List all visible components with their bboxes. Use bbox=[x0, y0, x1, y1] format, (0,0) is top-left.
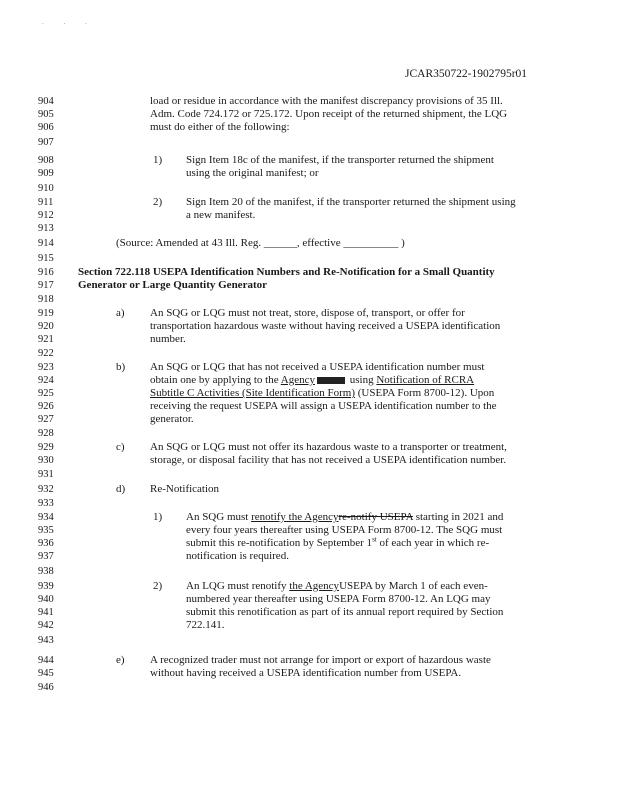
line-number: 925 bbox=[38, 388, 54, 399]
list-marker: e) bbox=[116, 654, 125, 666]
text-line: Sign Item 18c of the manifest, if the transporter returned the shipment bbox=[186, 154, 494, 166]
line-number: 931 bbox=[38, 469, 54, 480]
line-number: 944 bbox=[38, 655, 54, 666]
section-heading: Generator or Large Quantity Generator bbox=[78, 279, 267, 291]
text-line: generator. bbox=[150, 413, 194, 425]
line-number: 905 bbox=[38, 109, 54, 120]
source-note: (Source: Amended at 43 Ill. Reg. ______, effective __________ ) bbox=[116, 237, 405, 249]
line-number: 924 bbox=[38, 375, 54, 386]
text-line: number. bbox=[150, 333, 186, 345]
line-number: 928 bbox=[38, 428, 54, 439]
line-number: 909 bbox=[38, 168, 54, 179]
line-number: 933 bbox=[38, 498, 54, 509]
line-number: 913 bbox=[38, 223, 54, 234]
section-heading: Section 722.118 USEPA Identification Numbers and Re-Notification for a Small Quantity bbox=[78, 266, 495, 278]
line-number: 916 bbox=[38, 267, 54, 278]
line-number: 939 bbox=[38, 581, 54, 592]
scan-specks: . . . bbox=[42, 18, 96, 26]
line-number: 906 bbox=[38, 122, 54, 133]
text-line: transportation hazardous waste without having received a USEPA identification bbox=[150, 320, 501, 332]
line-number: 923 bbox=[38, 362, 54, 373]
line-number: 936 bbox=[38, 538, 54, 549]
line-number: 930 bbox=[38, 455, 54, 466]
line-number: 927 bbox=[38, 414, 54, 425]
line-number: 929 bbox=[38, 442, 54, 453]
line-number: 922 bbox=[38, 348, 54, 359]
line-number: 926 bbox=[38, 401, 54, 412]
list-marker: 2) bbox=[153, 196, 163, 208]
line-number: 908 bbox=[38, 155, 54, 166]
line-number: 932 bbox=[38, 484, 54, 495]
list-marker: 2) bbox=[153, 580, 163, 592]
text-line: Adm. Code 724.172 or 725.172. Upon receipt of the returned shipment, the LQG bbox=[150, 108, 508, 120]
line-number: 912 bbox=[38, 210, 54, 221]
text-line: An SQG or LQG must not offer its hazardous waste to a transporter or treatment, bbox=[150, 441, 507, 453]
text-line: notification is required. bbox=[186, 550, 289, 562]
line-number: 911 bbox=[38, 197, 54, 208]
line-number: 938 bbox=[38, 566, 54, 577]
text-line: obtain one by applying to the Agency using Notification of RCRA bbox=[150, 374, 475, 386]
text-line: a new manifest. bbox=[186, 209, 256, 221]
text-line: An SQG or LQG must not treat, store, dispose of, transport, or offer for bbox=[150, 307, 465, 319]
text-line: An LQG must renotify the AgencyUSEPA by March 1 of each even- bbox=[186, 580, 488, 592]
text-line: using the original manifest; or bbox=[186, 167, 319, 179]
line-number: 914 bbox=[38, 238, 54, 249]
document-id-header: JCAR350722-1902795r01 bbox=[405, 68, 528, 80]
line-number: 915 bbox=[38, 253, 54, 264]
text-line: receiving the request USEPA will assign a USEPA identification number to the bbox=[150, 400, 497, 412]
line-number: 937 bbox=[38, 551, 54, 562]
list-marker: 1) bbox=[153, 154, 163, 166]
line-number: 940 bbox=[38, 594, 54, 605]
text-line: numbered year thereafter using USEPA Form 8700-12. An LQG may bbox=[186, 593, 491, 605]
line-number: 920 bbox=[38, 321, 54, 332]
text-line: storage, or disposal facility that has not received a USEPA identification number. bbox=[150, 454, 507, 466]
line-number: 935 bbox=[38, 525, 54, 536]
line-number: 917 bbox=[38, 280, 54, 291]
list-marker: 1) bbox=[153, 511, 163, 523]
text-line: Sign Item 20 of the manifest, if the transporter returned the shipment using bbox=[186, 196, 516, 208]
text-line: every four years thereafter using USEPA Form 8700-12. The SQG must bbox=[186, 524, 503, 536]
line-number: 921 bbox=[38, 334, 54, 345]
line-number: 918 bbox=[38, 294, 54, 305]
text-line: A recognized trader must not arrange for import or export of hazardous waste bbox=[150, 654, 491, 666]
text-line: Subtitle C Activities (Site Identification Form) (USEPA Form 8700-12). Upon bbox=[150, 387, 495, 399]
text-line: submit this renotification as part of its annual report required by Section bbox=[186, 606, 504, 618]
text-line: without having received a USEPA identification number from USEPA. bbox=[150, 667, 462, 679]
line-number: 907 bbox=[38, 137, 54, 148]
text-line: 722.141. bbox=[186, 619, 225, 631]
text-line: load or residue in accordance with the manifest discrepancy provisions of 35 Ill. bbox=[150, 95, 503, 107]
text-line: An SQG or LQG that has not received a USEPA identification number must bbox=[150, 361, 485, 373]
list-marker: b) bbox=[116, 361, 126, 373]
list-marker: c) bbox=[116, 441, 125, 453]
text-line: must do either of the following: bbox=[150, 121, 290, 133]
list-marker: d) bbox=[116, 483, 126, 495]
text-line: submit this re-notification by September 1st of each year in which re- bbox=[186, 535, 490, 549]
line-number: 945 bbox=[38, 668, 54, 679]
redaction-mark bbox=[317, 377, 345, 384]
list-marker: a) bbox=[116, 307, 125, 319]
line-number: 942 bbox=[38, 620, 54, 631]
line-number: 941 bbox=[38, 607, 54, 618]
line-number: 946 bbox=[38, 682, 54, 693]
line-number: 904 bbox=[38, 96, 54, 107]
subheading: Re-Notification bbox=[150, 483, 220, 495]
line-number: 910 bbox=[38, 183, 54, 194]
line-number: 943 bbox=[38, 635, 54, 646]
line-number: 919 bbox=[38, 308, 54, 319]
text-line: An SQG must renotify the Agencyre-notify USEPA starting in 2021 and bbox=[186, 511, 504, 523]
line-number: 934 bbox=[38, 512, 54, 523]
